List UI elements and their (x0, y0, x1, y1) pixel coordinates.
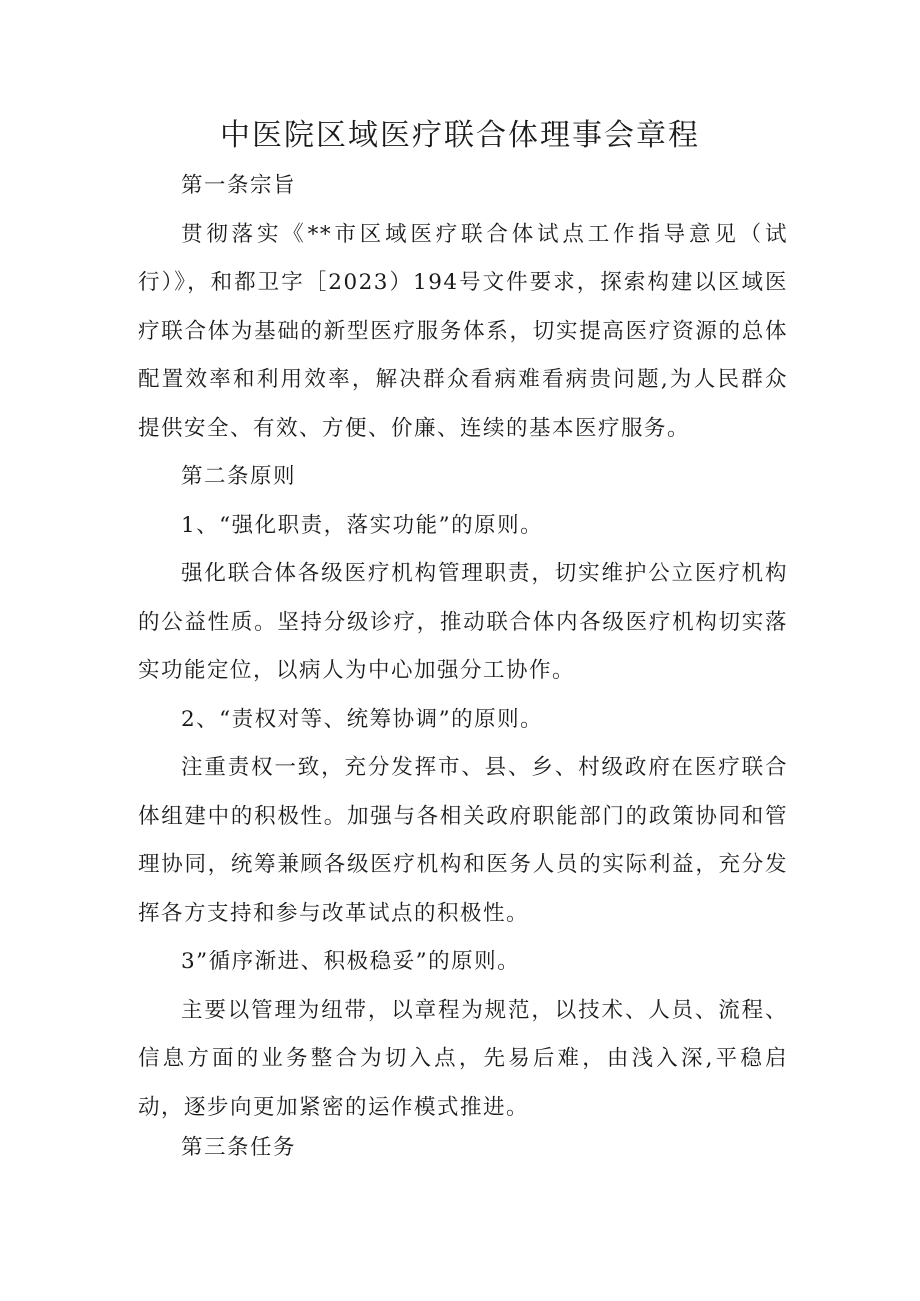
principle-1-heading: 1、“强化职责，落实功能”的原则。 (181, 512, 544, 538)
principle-1-paragraph: 强化联合体各级医疗机构管理职责，切实维护公立医疗机构的公益性质。坚持分级诊疗，推动联合体内各级医疗机构切实落实功能定位，以病人为中心加强分工协作。 (138, 561, 788, 683)
principle-3-heading: 3”循序渐进、积极稳妥”的原则。 (181, 949, 521, 974)
principle-2-paragraph: 注重责权一致，充分发挥市、县、乡、村级政府在医疗联合体组建中的积极性。加强与各相关政府职能部门的政策协同和管理协同，统筹兼顾各级医疗机构和医务人员的实际利益，充分发挥各方支持和参与改革试点的积极性。 (138, 755, 788, 926)
principle-3-paragraph: 主要以管理为纽带，以章程为规范，以技术、人员、流程、信息方面的业务整合为切入点，先易后难，由浅入深,平稳启动，逐步向更加紧密的运作模式推进。 (138, 997, 788, 1120)
document-body (138, 162, 788, 1173)
article-1-heading: 第一条宗旨 (181, 173, 297, 198)
principle-2-heading: 2、“责权对等、统筹协调”的原则。 (181, 706, 544, 732)
article-2-heading: 第二条原则 (181, 464, 297, 489)
article-1-paragraph: 贯彻落实《**市区域医疗联合体试点工作指导意见（试行）》，和都卫字［2023）194号文件要求，探索构建以区域医疗联合体为基础的新型医疗服务体系，切实提高医疗资源的总体配置效率和利用效率，解决群众看病难看病贵问题,为人民群众提供安全、有效、方便、价廉、连续的基本医疗服务。 (138, 221, 788, 441)
document-title: 中医院区域医疗联合体理事会章程 (220, 118, 700, 153)
article-3-heading: 第三条任务 (181, 1135, 297, 1160)
